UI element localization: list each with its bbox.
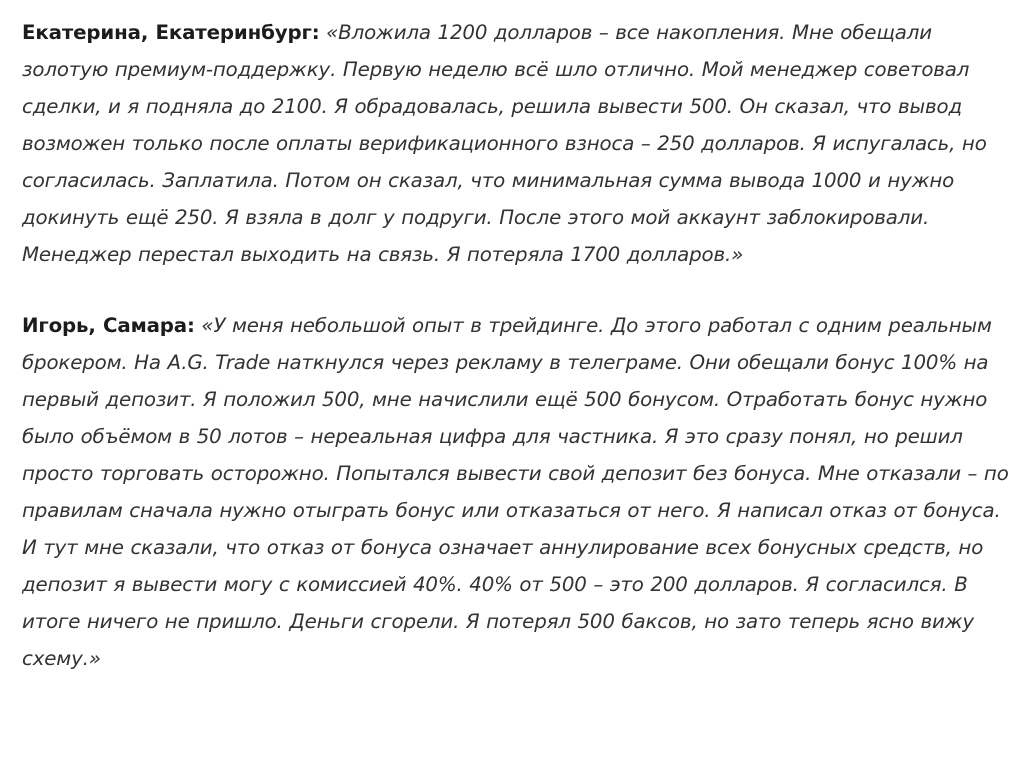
- review-text: «Вложила 1200 долларов – все накопления. Мне обещали золотую премиум-поддержку. Первую неделю всё шло отлично. Мой менеджер советовал сделки, и я подняла до 2100. Я обрадовалась, решила вывести 500. Он сказал, что вывод возможен только после оплаты верификационного взноса – 250 долларов. Я испугалась, но согласилась. Заплатила. Потом он сказал, что минимальная сумма вывода 1000 и нужно докинуть ещё 250. Я взяла в долг у подруги. После этого мой аккаунт заблокировали. Менеджер перестал выходить на связь. Я потеряла 1700 долларов.»: [22, 21, 987, 266]
- review-text: «У меня небольшой опыт в трейдинге. До этого работал с одним реальным брокером. На A.G. Trade наткнулся через рекламу в телеграме. Они обещали бонус 100% на первый депозит. Я положил 500, мне начислили ещё 500 бонусом. Отработать бонус нужно было объёмом в 50 лотов – нереальная цифра для частника. Я это сразу понял, но решил просто торговать осторожно. Попытался вывести свой депозит без бонуса. Мне отказали – по правилам сначала нужно отыграть бонус или отказаться от него. Я написал отказ от бонуса. И тут мне сказали, что отказ от бонуса означает аннулирование всех бонусных средств, но депозит я вывести могу с комиссией 40%. 40% от 500 – это 200 долларов. Я согласился. В итоге ничего не пришло. Деньги сгорели. Я потерял 500 баксов, но зато теперь ясно вижу схему.»: [22, 314, 1009, 670]
- review-ekaterina: [22, 14, 1012, 273]
- review-igor: [22, 307, 1012, 677]
- reviews-article: [22, 14, 1012, 711]
- review-author: Екатерина, Екатеринбург:: [22, 21, 320, 44]
- review-author: Игорь, Самара:: [22, 314, 195, 337]
